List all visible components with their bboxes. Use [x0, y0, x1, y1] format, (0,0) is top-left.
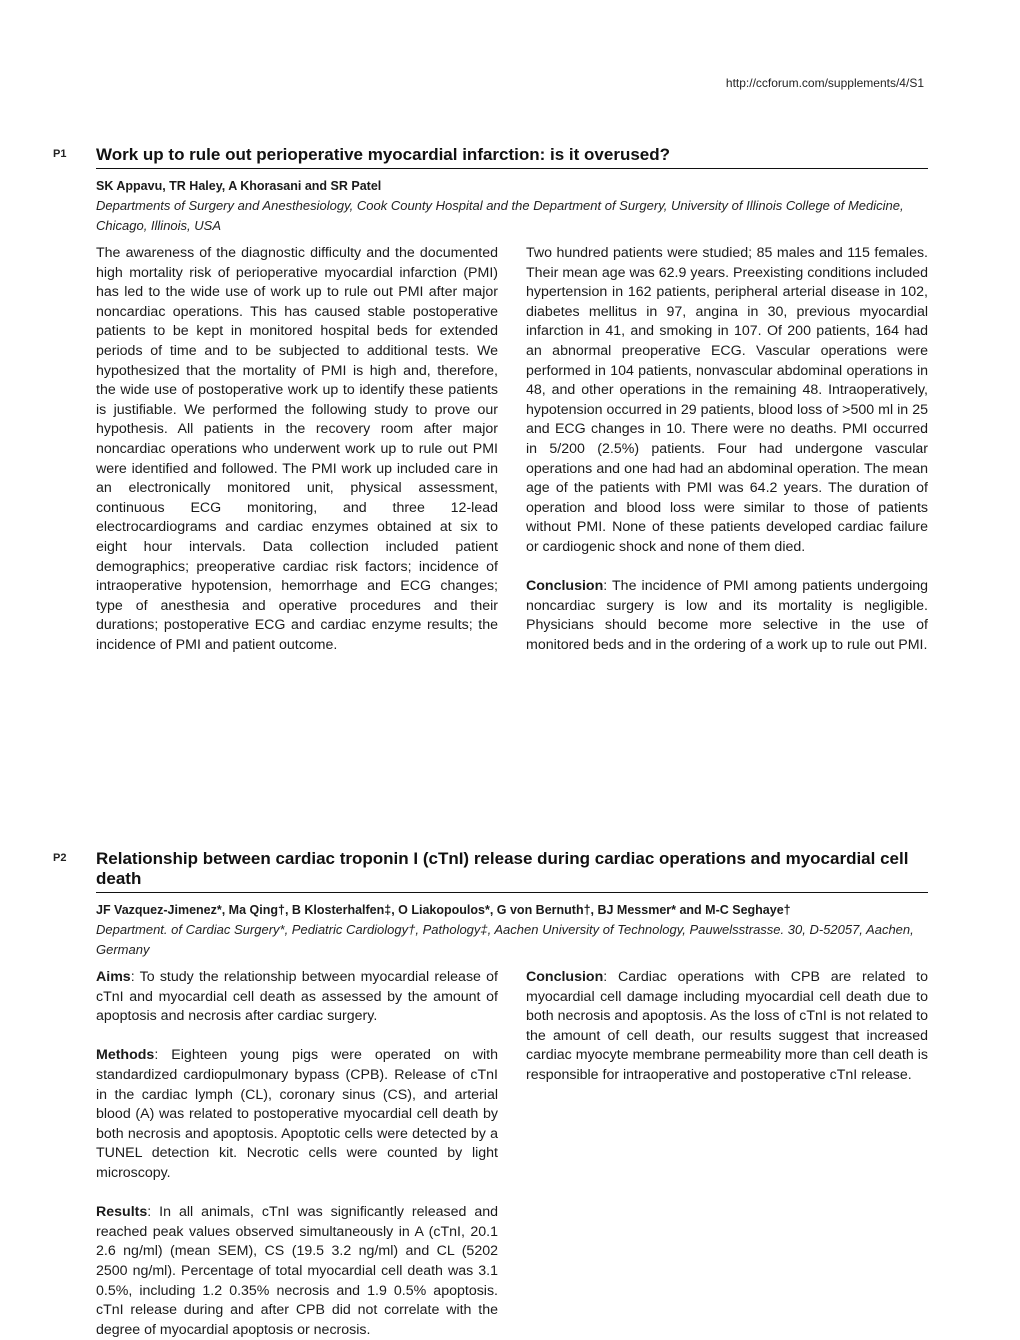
- paragraph-text: : Eighteen young pigs were operated on with standardized cardiopulmonary bypass (CPB). Release of cTnI in the cardiac lymph (CL), coronary sinus (CS), and arterial blood (A) was related to postoperative myocardial cell death by both necrosis and apoptosis. Apoptotic cells were detected by a TUNEL detection kit. Necrotic cells were counted by light microscopy.: [96, 1047, 498, 1181]
- aims-paragraph: [96, 968, 498, 1027]
- paragraph-label: Aims: [96, 969, 131, 985]
- abstract-id: P1: [53, 148, 67, 160]
- conclusion-paragraph: [526, 577, 928, 655]
- paragraph-label: Conclusion: [526, 969, 604, 985]
- paragraph-text: : The incidence of PMI among patients undergoing noncardiac surgery is low and its mortality is negligible. Physicians should become more selective in the use of monitored beds and in the ordering of a work up to rule out PMI.: [526, 578, 928, 653]
- abstract-p2: [53, 849, 928, 1340]
- left-column: [96, 968, 498, 1340]
- methods-paragraph: [96, 1046, 498, 1183]
- page-url[interactable]: http://ccforum.com/supplements/4/S1: [725, 76, 924, 90]
- paragraph-text: Two hundred patients were studied; 85 males and 115 females. Their mean age was 62.9 years. Preexisting conditions included hypertension in 162 patients, peripheral arterial disease in 102, diabetes mellitus in 97, angina in 30, previous myocardial infarction in 41, and smoking in 107. Of 200 patients, 164 had an abnormal preoperative ECG. Vascular operations were performed in 104 patients, nonvascular abdominal operations in 48, and other operations in the remaining 48. Intraoperatively, hypotension occurred in 29 patients, blood loss of >500 ml in 25 and ECG changes in 10. There were no deaths. PMI occurred in 5/200 (2.5%) patients. Four had undergone vascular operations and one had had an abdominal operation. The mean age of the patients with PMI was 64.2 years. The duration of operation and blood loss were similar to those of patients without PMI. None of these patients developed cardiac failure or cardiogenic shock and none of them died.: [526, 245, 928, 555]
- left-column: [96, 244, 498, 655]
- abstract-main: [96, 145, 928, 655]
- abstract-title: Work up to rule out perioperative myocardial infarction: is it overused?: [96, 145, 928, 169]
- abstract-p1: [53, 145, 928, 655]
- paragraph-text: : In all animals, cTnI was significantly released and reached peak values observed simultaneously in A (cTnI, 20.1 2.6 ng/ml) (mean SEM), CS (19.5 3.2 ng/ml) and CL (5202 2500 ng/ml). Percentage of total myocardial cell death was 3.1 0.5%, including 1.2 0.35% necrosis and 1.9 0.5% apoptosis. cTnI release during and after CPB did not correlate with the degree of myocardial apoptosis or necrosis.: [96, 1204, 498, 1338]
- paragraph-text: : Cardiac operations with CPB are related to myocardial cell damage including myocardial cell death due to both necrosis and apoptosis. As the loss of cTnI is not related to the amount of cell death, our results suggest that increased cardiac myocyte membrane permeability more than cell death is responsible for intraoperative and postoperative cTnI release.: [526, 969, 928, 1083]
- paragraph-label: Conclusion: [526, 578, 604, 595]
- body-paragraph: [526, 244, 928, 558]
- paragraph-text: The awareness of the diagnostic difficulty and the documented high mortality risk of perioperative myocardial infarction (PMI) has led to the wide use of work up to rule out PMI after major noncardiac operations. This has caused stable postoperative patients to be kept in monitored hospital beds for extended periods of time and to be subjected to additional tests. We hypothesized that the mortality of PMI is high and, therefore, the wide use of postoperative work up to identify these patients is justifiable. We performed the following study to prove our hypothesis. All patients in the recovery room after major noncardiac operations who underwent work up to rule out PMI were identified and followed. The PMI work up included care in an electronically monitored unit, physical assessment, continuous ECG monitoring, and three 12-lead electrocardiograms and cardiac enzymes obtained at six to eight hour intervals. Data collection included patient demographics; preoperative cardiac risk factors; incidence of intraoperative hypotension, hemorrhage and ECG changes; type of anesthesia and operative procedures and their durations; postoperative ECG and cardiac enzyme results; the incidence of PMI and patient outcome.: [96, 245, 498, 653]
- abstract-body: [96, 968, 928, 1340]
- results-paragraph: [96, 1203, 498, 1340]
- abstract-body: [96, 244, 928, 655]
- paragraph-label: Methods: [96, 1047, 155, 1064]
- conclusion-paragraph: [526, 968, 928, 1086]
- abstract-authors: SK Appavu, TR Haley, A Khorasani and SR Patel: [96, 179, 382, 193]
- abstract-affiliation: Departments of Surgery and Anesthesiology, Cook County Hospital and the Department of Surgery, University of Illinois College of Medicine, Chicago, Illinois, USA: [96, 198, 904, 233]
- abstract-id: P2: [53, 852, 67, 864]
- abstract-authors: JF Vazquez-Jimenez*, Ma Qing†, B Klosterhalfen‡, O Liakopoulos*, G von Bernuth†, BJ Messmer* and M-C Seghaye†: [96, 903, 791, 917]
- body-paragraph: [96, 244, 498, 655]
- paragraph-text: : To study the relationship between myocardial release of cTnI and myocardial cell death as assessed by the amount of apoptosis and necrosis after cardiac surgery.: [96, 969, 498, 1025]
- right-column: [526, 968, 928, 1340]
- paragraph-label: Results: [96, 1204, 148, 1221]
- abstract-main: [96, 849, 928, 1340]
- abstract-title: Relationship between cardiac troponin I (cTnI) release during cardiac operations and myocardial cell death: [96, 849, 928, 893]
- right-column: [526, 244, 928, 655]
- abstract-affiliation: Department. of Cardiac Surgery*, Pediatric Cardiology†, Pathology‡, Aachen University of Technology, Pauwelsstrasse. 30, D-52057, Aachen, Germany: [96, 922, 914, 957]
